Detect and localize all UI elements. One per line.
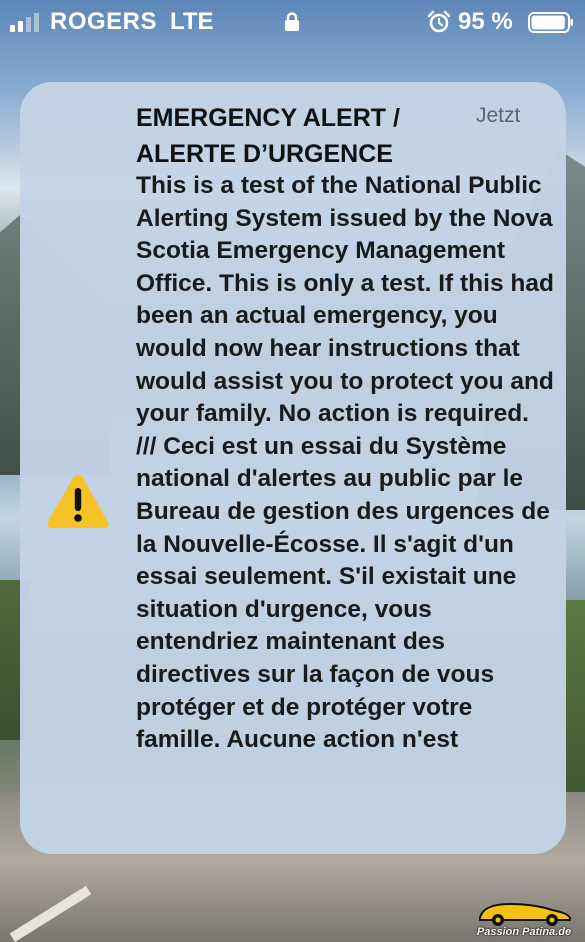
network-type: LTE bbox=[170, 8, 214, 35]
status-bar bbox=[0, 0, 585, 44]
alert-title: EMERGENCY ALERT / ALERTE D’URGENCE bbox=[136, 104, 400, 168]
battery-percentage: 95 % bbox=[458, 8, 513, 35]
alert-message: This is a test of the National Public Alerting System issued by the Nova Scotia Emergency Management Office. This is only a test. If this had been an actual emergency, you would now hear instructions that would assist you to protect you and your family. No action is required. /// Ceci est un essai du Système national d'alertes au public par le Bureau de gestion des urgences de la Nouvelle-Écosse. Il s'agit d'un essai seulement. S'il existait une situation d'urgence, vous entendriez maintenant des directives sur la façon de vous protéger et de protéger votre famille. Aucune action n'est bbox=[136, 172, 554, 754]
car-silhouette-icon bbox=[470, 896, 578, 926]
battery-icon bbox=[528, 12, 574, 33]
warning-icon bbox=[45, 472, 111, 530]
alarm-clock-icon bbox=[427, 10, 451, 34]
watermark-logo bbox=[470, 896, 578, 938]
signal-strength-icon bbox=[10, 12, 44, 32]
orientation-lock-icon bbox=[284, 12, 300, 31]
emergency-alert-notification[interactable] bbox=[20, 82, 566, 854]
carrier-name: ROGERS bbox=[50, 8, 158, 35]
alert-timestamp: Jetzt bbox=[476, 104, 521, 127]
watermark-text: Passion Patina.de bbox=[476, 926, 572, 938]
